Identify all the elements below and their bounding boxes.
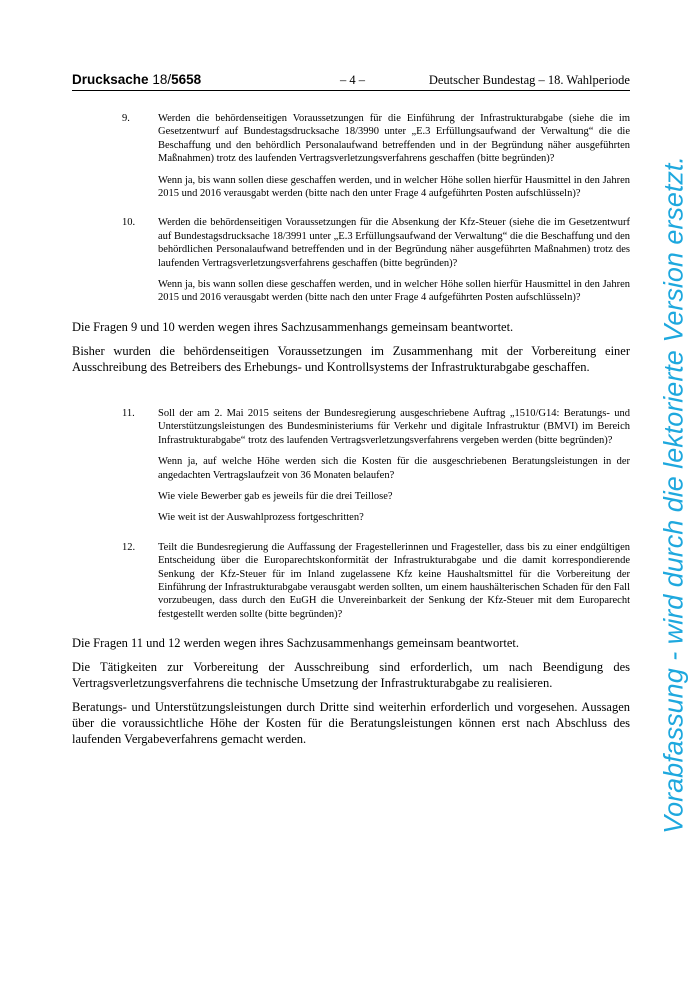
page-number: – 4 – [340,73,365,87]
question-text: Soll der am 2. Mai 2015 seitens der Bundesregierung ausgeschriebene Auftrag „1510/G14: Beratungs- und Unterstützungsleistungen des Bundesministeriums für Verkehr und digitale Infrastruktur (BMVI) im Bereich Infrastrukturabgabe“ trotz des laufenden Vertragsverletzungsverfahrens vergeben werden (bitte begründen)? [158,407,630,446]
question-text: Wenn ja, auf welche Höhe werden sich die Kosten für die ausgeschriebenen Beratungsleistungen in der angedachten Vertragslaufzeit von 36 Monaten belaufen? [158,456,630,481]
doc-number-main: 5658 [171,72,202,87]
page-header [72,72,630,91]
question-number: 12. [122,541,136,553]
question-11 [72,407,630,525]
question-text: Wie viele Bewerber gab es jeweils für die drei Teillose? [158,490,393,502]
question-text: Werden die behördenseitigen Voraussetzungen für die Absenkung der Kfz-Steuer (siehe die im Gesetzentwurf auf Bundestagsdrucksache 18/3991 unter „E.3 Erfüllungsaufwand der Verwaltung“ die die Beschaffung und den behördlichen Personalaufwand betreffenden und in der Begründung näher ausgeführten Maßnahmen) trotz des laufenden Vertragsverletzungsverfahrens geschaffen (bitte begründen)? [158,217,630,269]
publisher-period: Deutscher Bundestag – 18. Wahlperiode [428,73,630,87]
document-number [72,72,201,87]
answer-paragraph: Die Fragen 9 und 10 werden wegen ihres Sachzusammenhangs gemeinsam beantwortet. [72,319,514,334]
doc-number-prefix: 18/ [152,72,172,87]
question-text: Werden die behördenseitigen Voraussetzungen für die Einführung der Infrastrukturabgabe (siehe die im Gesetzentwurf auf Bundestagsdrucksache 18/3990 unter „E.3 Erfüllungsaufwand der Verwaltung“ die die Beschaffung und den behördlich Personalaufwand betreffenden und in der Begründung näher ausgeführten Maßnahmen) trotz des laufenden Vertragsverletzungsverfahrens geschaffen (bitte begründen)? [158,113,630,165]
answer-paragraph: Die Tätigkeiten zur Vorbereitung der Ausschreibung sind erforderlich, um nach Beendigung des Vertragsverletzungsverfahrens die technische Umsetzung der Infrastrukturabgabe zu realisieren. [72,660,630,691]
answer-paragraph: Die Fragen 11 und 12 werden wegen ihres Sachzusammenhangs gemeinsam beantwortet. [72,636,519,651]
doc-label: Drucksache [72,72,149,87]
question-9 [72,112,630,200]
question-number: 10. [122,217,136,229]
question-number: 9. [122,113,130,124]
answer-paragraph: Beratungs- und Unterstützungsleistungen durch Dritte sind weiterhin erforderlich und vorgesehen. Aussagen über die voraussichtliche Höhe der Kosten für die Beratungsleistungen können erst nach Abschluss des laufenden Vergabeverfahrens gemacht werden. [72,700,630,747]
draft-watermark: Vorabfassung - wird durch die lektorierte Version ersetzt. [658,156,689,834]
question-text: Wenn ja, bis wann sollen diese geschaffen werden, und in welcher Höhe sollen hierfür Hausmittel in den Jahren 2015 und 2016 verausgabt werden (bitte nach den unter Frage 4 aufgeführten Posten aufschlüsseln)? [158,279,630,304]
question-text: Wie weit ist der Auswahlprozess fortgeschritten? [158,512,364,524]
question-text: Wenn ja, bis wann sollen diese geschaffen werden, und in welcher Höhe sollen hierfür Hausmittel in den Jahren 2015 und 2016 verausgabt werden (bitte nach den unter Frage 4 aufgeführten Posten aufschlüsseln)? [158,174,630,200]
question-text: Teilt die Bundesregierung die Auffassung der Fragestellerinnen und Fragesteller, dass bis zu einer endgültigen Entscheidung über die Europarechtskonformität der Infrastrukturabgabe und die damit korrespondierende Senkung der Kfz-Steuer für im Inland zugelassene Kfz keine Haushaltsmittel für die Vorbereitung der Einführung der Infrastrukturabgabe verausgabt werden sollten, um einem haushälterischen Schaden für den Fall vorzubeugen, dass durch den EuGH die Unvereinbarkeit der Senkung der Kfz-Steuer mit dem Europarecht festgestellt werden sollte (bitte begründen)? [158,541,630,620]
answer-paragraph: Bisher wurden die behördenseitigen Voraussetzungen im Zusammenhang mit der Vorbereitung einer Ausschreibung des Betreibers des Erhebungs- und Kontrollsystems der Infrastrukturabgabe geschaffen. [72,343,630,374]
document-body [72,112,630,755]
question-number: 11. [122,407,135,419]
question-12 [72,541,630,621]
question-10 [72,216,630,304]
